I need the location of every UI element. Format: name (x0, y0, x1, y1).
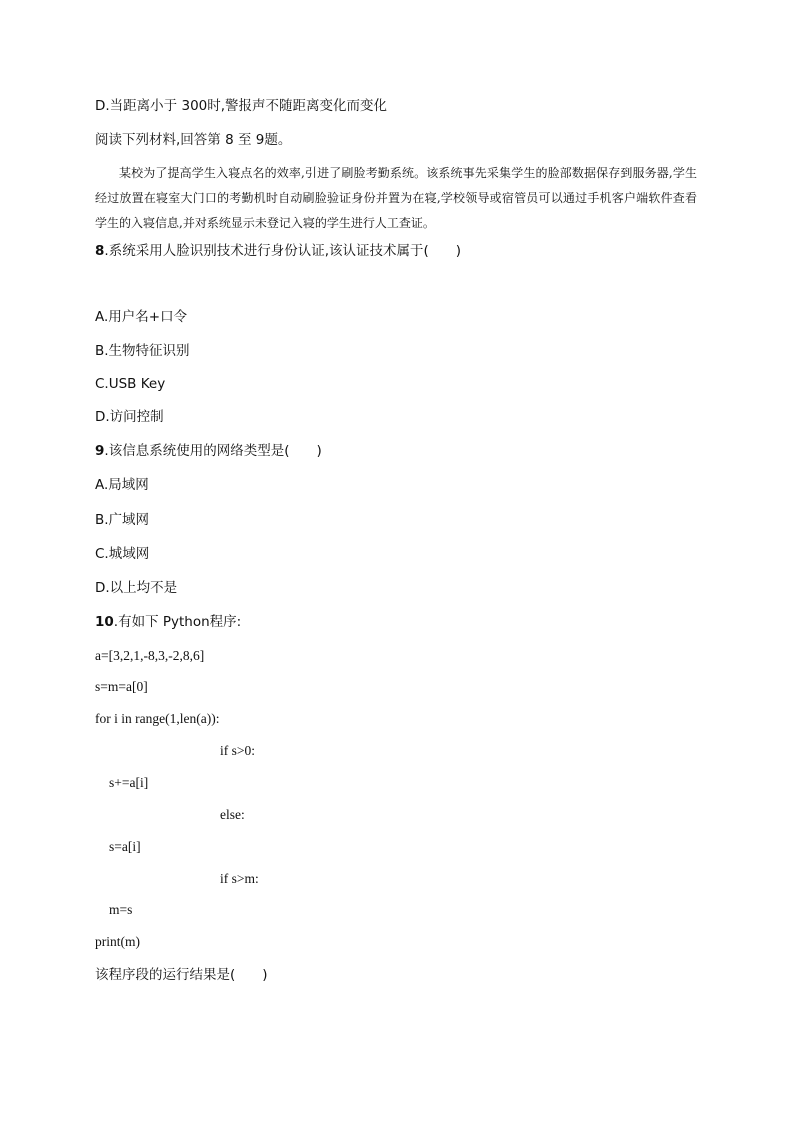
code-line: s=m=a[0] (95, 679, 148, 694)
q8-option-c: C.USB Key (95, 376, 166, 392)
reading-instruction: 阅读下列材料,回答第 8 至 9题。 (95, 132, 292, 148)
code-line: m=s (109, 902, 133, 917)
code-line: for i in range(1,len(a)): (95, 711, 220, 726)
code-line: s=a[i] (109, 839, 141, 854)
q9-option-d: D.以上均不是 (95, 580, 178, 596)
question-10-text: .有如下 Python程序: (113, 614, 242, 630)
q8-option-b: B.生物特征识别 (95, 343, 190, 359)
question-10-stem (95, 613, 241, 631)
question-10-number: 10 (95, 614, 114, 630)
question-10-prompt: 该程序段的运行结果是( ) (95, 967, 268, 983)
question-9-stem (95, 442, 322, 460)
question-9-number: 9 (95, 443, 105, 459)
prev-option-d: D.当距离小于 300时,警报声不随距离变化而变化 (95, 98, 388, 114)
q9-option-c: C.城域网 (95, 546, 150, 562)
code-line: if s>m: (220, 871, 259, 886)
code-line: if s>0: (220, 743, 255, 758)
question-8-number: 8 (95, 243, 105, 259)
code-line: a=[3,2,1,-8,3,-2,8,6] (95, 648, 205, 663)
reading-passage: 某校为了提高学生入寝点名的效率,引进了刷脸考勤系统。该系统事先采集学生的脸部数据保存到服务器,学生经过放置在寝室大门口的考勤机时自动刷脸验证身份并置为在寝,学校领导或宿管员可以通过手机客户端软件查看学生的入寝信息,并对系统显示未登记入寝的学生进行人工查证。 (95, 166, 697, 230)
code-line: s+=a[i] (109, 775, 149, 790)
q8-option-d: D.访问控制 (95, 409, 164, 425)
q8-option-a: A.用户名+口令 (95, 309, 188, 325)
question-8-text: .系统采用人脸识别技术进行身份认证,该认证技术属于( ) (104, 243, 462, 259)
question-9-text: .该信息系统使用的网络类型是( ) (104, 443, 322, 459)
code-line: else: (220, 807, 245, 822)
question-8-stem (95, 242, 461, 260)
q9-option-a: A.局域网 (95, 477, 149, 493)
code-line: print(m) (95, 934, 140, 949)
q9-option-b: B.广域网 (95, 512, 150, 528)
